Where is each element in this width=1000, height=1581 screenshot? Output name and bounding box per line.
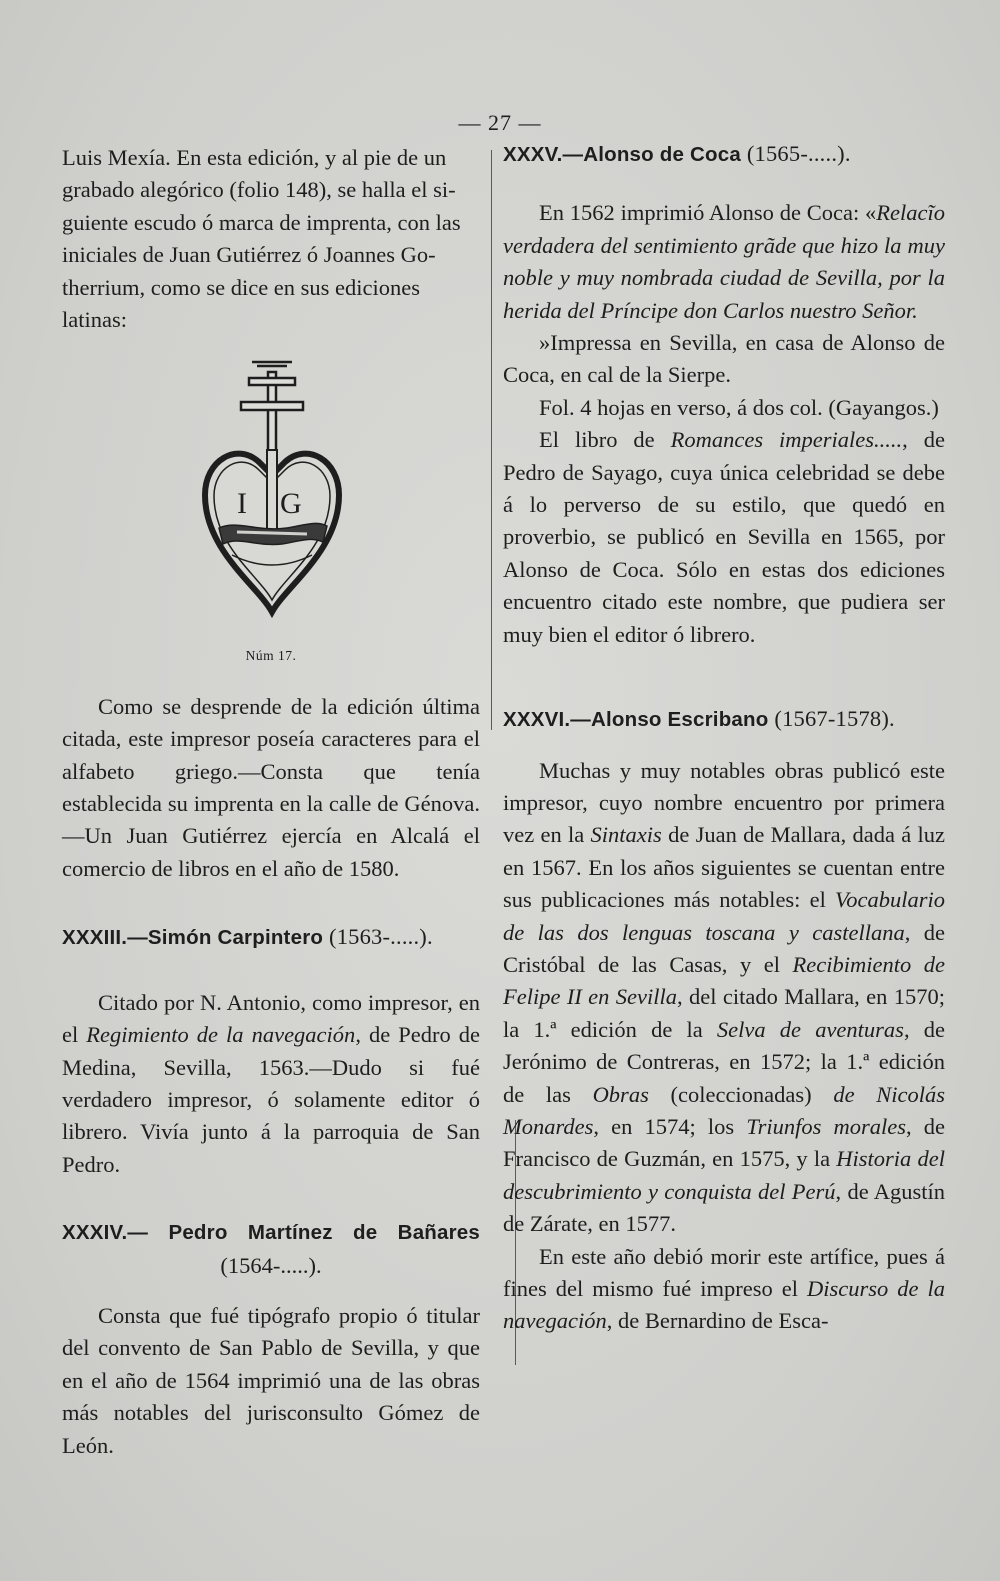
text-run: , de Bernardino de Esca- <box>606 1308 829 1334</box>
text-run: En 1562 imprimió Alonso de Coca: « <box>539 200 877 226</box>
text-run: , de Cristóbal de las Casas, y el <box>503 919 945 977</box>
italic-title: Regimiento de la navegación <box>86 1022 356 1048</box>
text-run: Muchas y muy notables obras publicó este impresor, cuyo nombre encuentro por primera vez en la <box>503 757 945 848</box>
line: iniciales de Juan Gutiérrez ó Joannes Go- <box>62 242 436 268</box>
section-heading-xxxiv <box>62 1217 480 1249</box>
heading-dates-line <box>62 1250 480 1282</box>
heading-label: XXXVI.—Alonso Escribano <box>503 708 769 732</box>
italic-title: Triunfos morales <box>746 1113 906 1139</box>
line: latinas: <box>62 307 127 333</box>
text-run: de Juan de Mallara, dada á luz en 1567. En los años siguientes se cuentan entre sus publicaciones más notables: el <box>503 822 946 913</box>
paragraph-discurso <box>503 1241 945 1338</box>
text-run: , del citado Mallara, en 1570; la 1.ª edición de la <box>503 984 945 1042</box>
italic-title: Recibimiento de Felipe II en Sevilla <box>503 951 945 1010</box>
section-heading-xxxiii <box>62 921 480 954</box>
italic-title: Relacĩo verdadera del sentimiento grãde que hizo la muy noble y muy nombrada ciudad de Sevilla, por la herida del Príncipe don Carlos nuestro Señor. <box>503 200 945 323</box>
text-run: , de Jerónimo de Contreras, en 1572; la 1.ª edición de las <box>503 1016 945 1107</box>
paragraph-gutierrez: Como se desprende de la edición última citada, este impresor poseía caracteres para el alfabeto griego.—Consta que tenía establecida su imprenta en la calle de Génova.—Un Juan Gutiérrez ejercía en Alcalá el comercio de libros en el año de 1580. <box>62 693 480 881</box>
italic-title: Historia del descubrimiento y conquista del Perú <box>503 1146 945 1204</box>
text-run: Citado por N. Antonio, como impresor, en el <box>62 989 480 1048</box>
column-rule-upper <box>491 150 492 730</box>
paragraph-fol: Fol. 4 hojas en verso, á dos col. (Gayangos.) <box>539 394 939 420</box>
section-heading-xxxv <box>503 138 945 171</box>
printer-mark <box>62 350 480 640</box>
text-run: , de Pedro de Medina, Sevilla, 1563.—Dudo si fué verdadero impresor, ó solamente editor ó librero. Vivía junto á la parroquia de San Pedro. <box>62 1022 481 1177</box>
emblem-letter-i: I <box>237 487 247 521</box>
text-run: En este año debió morir este artífice, pues á fines del mismo fué impreso el <box>503 1243 945 1301</box>
heading-dates: (1565-.....). <box>746 141 851 166</box>
italic-title: Romances imperiales..... <box>670 427 903 453</box>
paragraph-escribano <box>503 755 945 1241</box>
paragraph-romances <box>503 424 945 651</box>
text-run: , en 1574; los <box>593 1113 747 1139</box>
line: grabado alegórico (folio 148), se halla el si- <box>62 177 456 203</box>
paragraph-impressa: »Impressa en Sevilla, en casa de Alonso de Coca, en cal de la Sierpe. <box>503 330 945 388</box>
heading-dates: (1567-1578). <box>774 706 895 732</box>
line: Luis Mexía. En esta edición, y al pie de un <box>62 145 447 170</box>
text-run: , de Pedro de Sayago, cuya única celebridad se debe á lo perverso de su estilo, que quedó en proverbio, se publicó en Sevilla en 1565, por Alonso de Coca. Sólo en estas dos ediciones encuentro citado este nombre, que pudiera ser muy bien el editor ó librero. <box>503 427 945 647</box>
text-run: , de Agustín de Zárate, en 1577. <box>503 1178 945 1237</box>
section-heading-xxxvi <box>503 703 945 736</box>
text-run: El libro de <box>539 427 671 453</box>
left-column <box>62 142 480 1462</box>
italic-title: Obras <box>592 1081 649 1107</box>
text-run: (coleccionadas) <box>648 1081 834 1107</box>
paragraph-mexia <box>62 142 480 336</box>
heading-label: XXXIII.—Simón Carpintero <box>62 926 324 950</box>
emblem-letter-g: G <box>280 487 302 521</box>
text-run: , de Francisco de Guzmán, en 1575, y la <box>503 1113 945 1172</box>
italic-title: de Nicolás Monardes <box>503 1081 945 1139</box>
paragraph-coca <box>503 197 945 327</box>
heading-label: XXXIV.— Pedro Martínez de Bañares <box>62 1221 480 1245</box>
italic-title: Selva de aventuras <box>716 1016 904 1042</box>
line: guiente escudo ó marca de imprenta, con las <box>62 209 461 235</box>
heading-dates: (1563-.....). <box>329 924 433 950</box>
page-number: — 27 — <box>458 110 542 135</box>
italic-title: Discurso de la navegación <box>503 1276 945 1334</box>
italic-title: Sintaxis <box>590 822 662 848</box>
line: therrium, como se dice en sus ediciones <box>62 274 421 300</box>
paragraph-banares: Consta que fué tipógrafo propio ó titular del convento de San Pablo de Sevilla, y que en el año de 1564 imprimió una de las obras más notables del jurisconsulto Gómez de León. <box>62 1302 480 1458</box>
right-column <box>503 138 945 1338</box>
heading-dates: (1564-.....). <box>220 1252 322 1278</box>
heading-label: XXXV.—Alonso de Coca <box>503 143 741 166</box>
paragraph-carpintero <box>62 987 480 1181</box>
heart-cross-emblem <box>197 350 347 620</box>
figure-caption: Núm 17. <box>245 648 297 664</box>
italic-title: Vocabulario de las dos lenguas toscana y castellana <box>503 887 945 945</box>
